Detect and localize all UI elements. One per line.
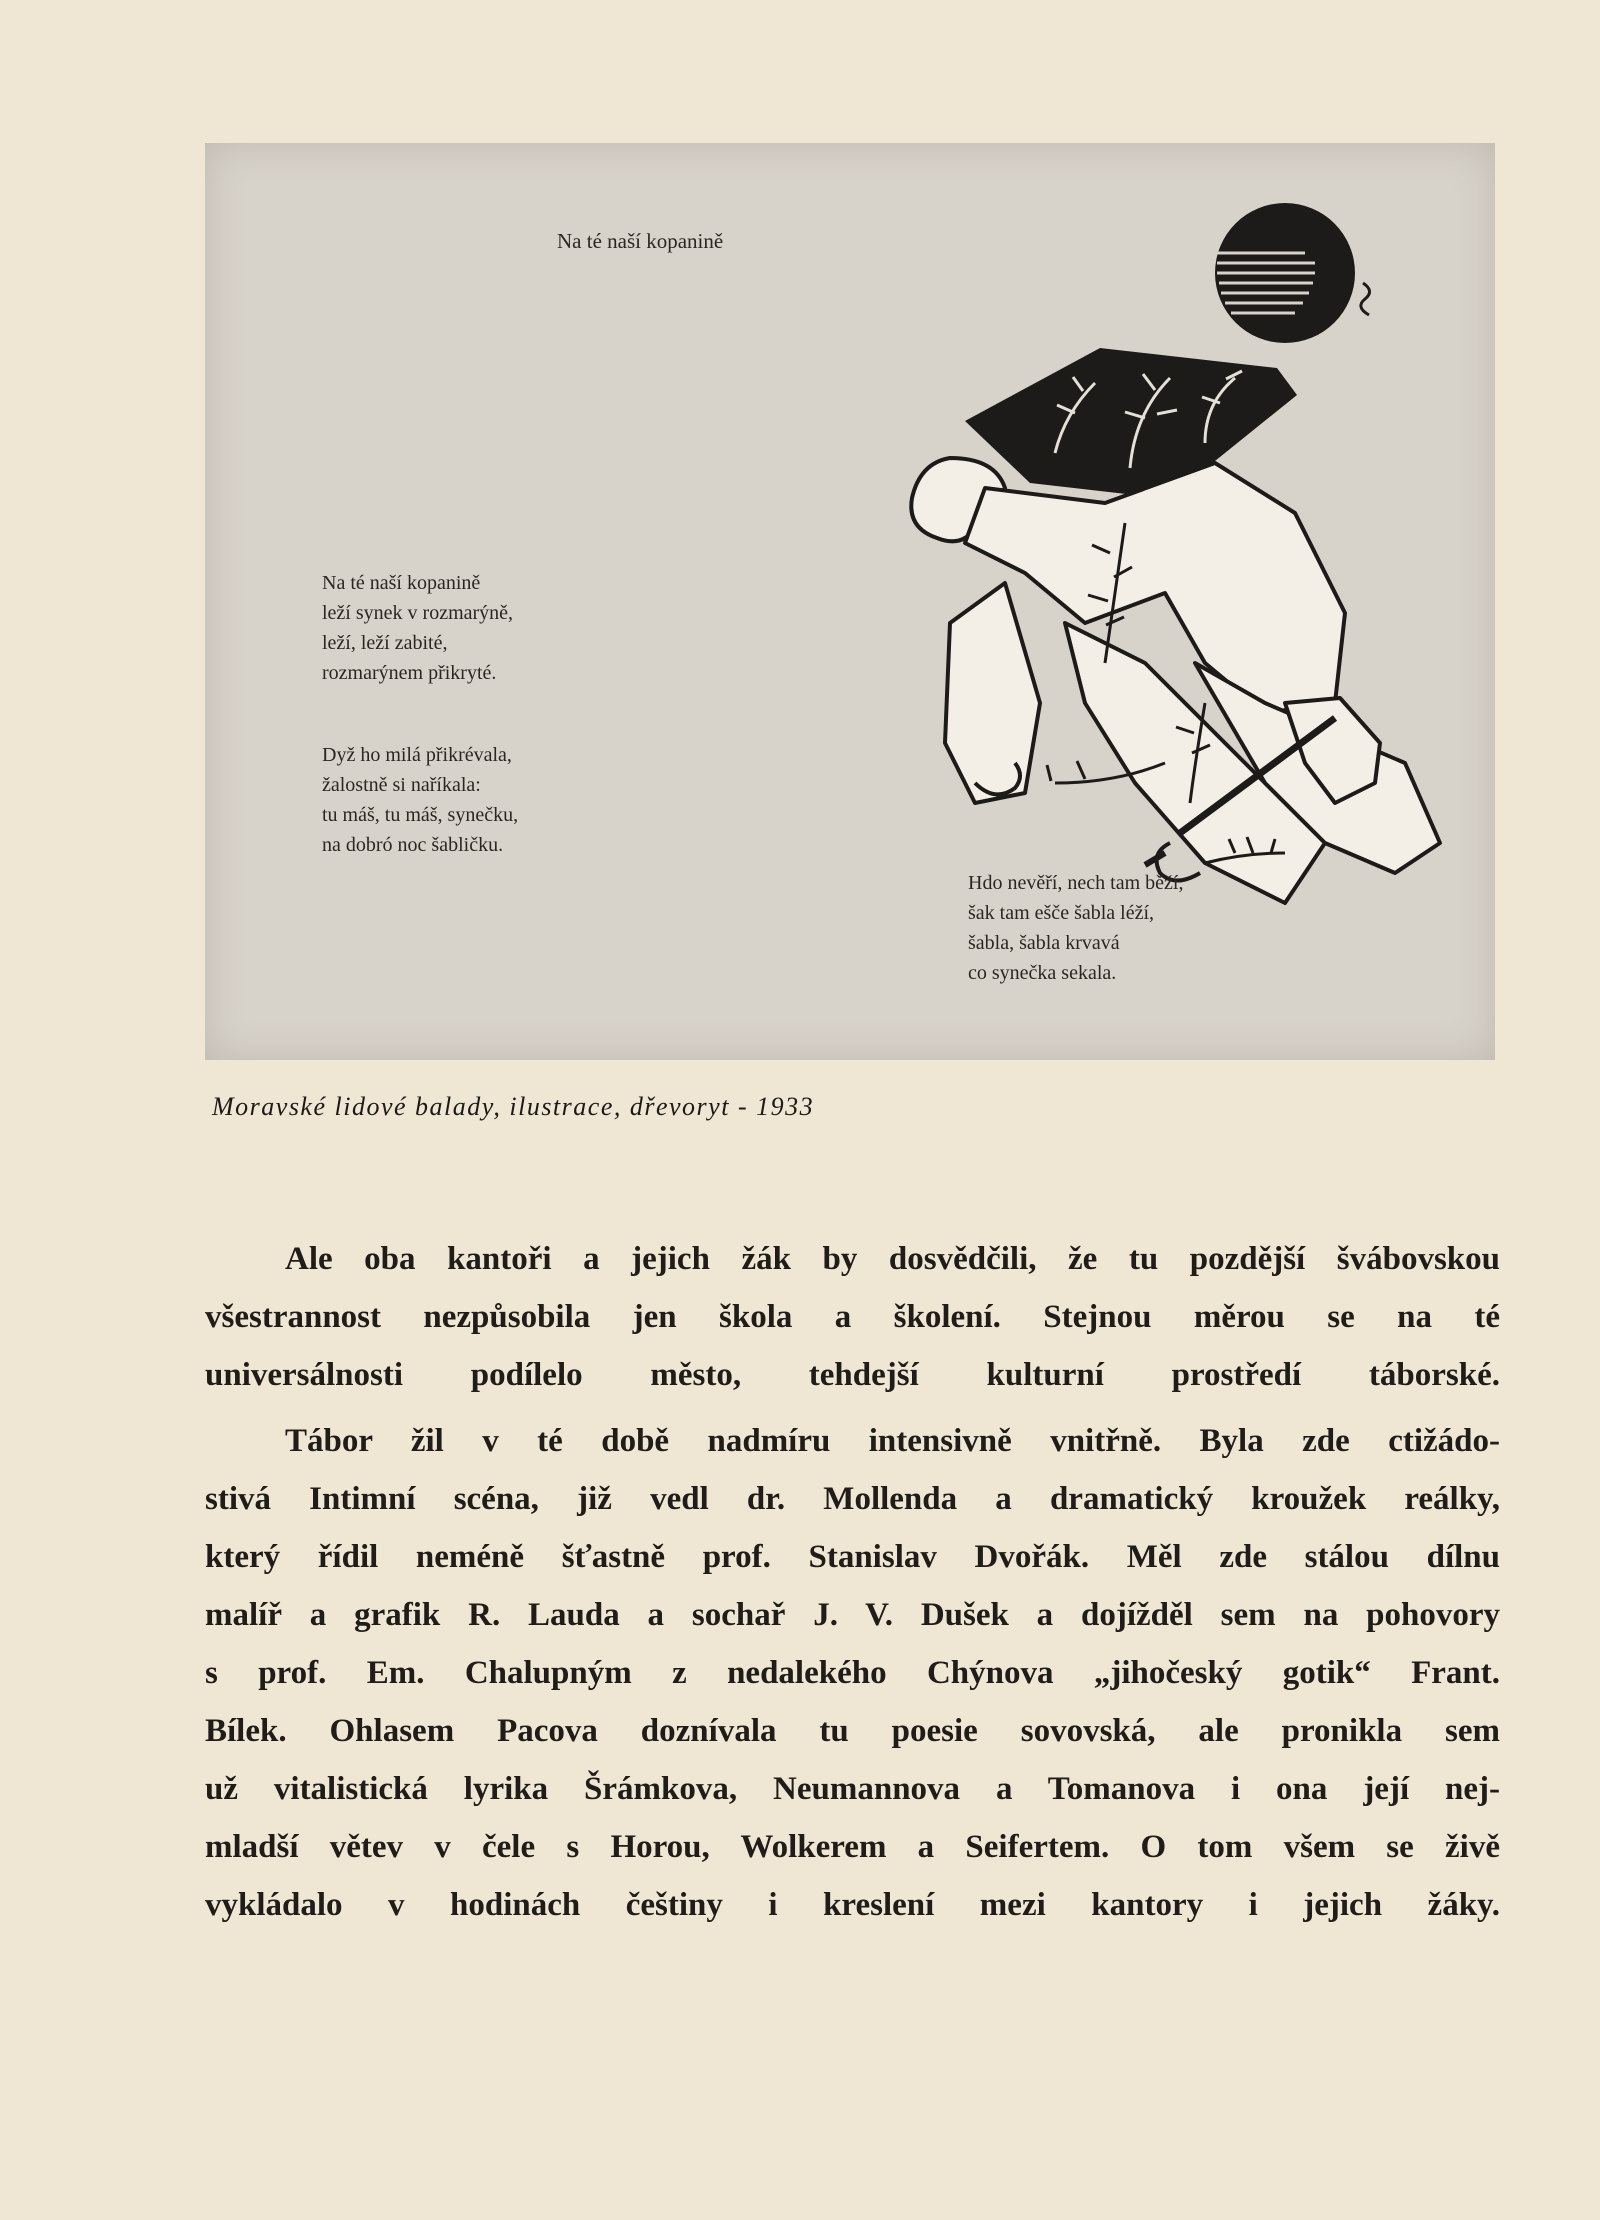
verse-line: Dyž ho milá přikrévala,	[322, 744, 512, 766]
verse-line: leží, leží zabité,	[322, 632, 448, 654]
verse-line: rozmarýnem přikryté.	[322, 662, 497, 684]
text-line: stivá Intimní scéna, již vedl dr. Mollenda a dramatický kroužek reálky,	[205, 1481, 1500, 1517]
figure-caption: Moravské lidové balady, ilustrace, dřevoryt - 1933	[212, 1092, 815, 1121]
verse-line: tu máš, tu máš, synečku,	[322, 804, 519, 826]
verse-line: žalostně si naříkala:	[322, 774, 481, 796]
illustration-plate	[205, 143, 1495, 1060]
verse-line: Na té naší kopanině	[322, 572, 481, 594]
text-line: který řídil neméně šťastně prof. Stanislav Dvořák. Měl zde stálou dílnu	[205, 1539, 1500, 1575]
stanza-3	[968, 868, 1183, 988]
illustration-title: Na té naší kopanině	[557, 229, 724, 253]
verse-line: Hdo nevěří, nech tam běží,	[968, 872, 1184, 894]
stanza-2	[322, 740, 518, 860]
text-line: mladší větev v čele s Horou, Wolkerem a Seifertem. O tom všem se živě	[205, 1829, 1500, 1865]
verse-line: na dobró noc šabličku.	[322, 834, 504, 856]
text-line: universálnosti podílelo město, tehdejší kulturní prostředí táborské.	[205, 1357, 1500, 1393]
text-line: Bílek. Ohlasem Pacova doznívala tu poesie sovovská, ale pronikla sem	[205, 1713, 1500, 1749]
stanza-1	[322, 568, 513, 688]
text-line: už vitalistická lyrika Šrámkova, Neumannova a Tomanova i ona její nej-	[205, 1771, 1500, 1807]
verse-line: šak tam ešče šabla léží,	[968, 902, 1155, 924]
text-line: s prof. Em. Chalupným z nedalekého Chýnova „jihočeský gotik“ Frant.	[205, 1655, 1500, 1691]
verse-line: co synečka sekala.	[968, 962, 1117, 984]
text-line: Tábor žil v té době nadmíru intensivně vnitřně. Byla zde ctižádo-	[285, 1423, 1500, 1459]
paragraph-1	[205, 1230, 1500, 1404]
verse-line: šabla, šabla krvavá	[968, 932, 1120, 954]
moon-icon	[1215, 203, 1370, 343]
text-line: vykládalo v hodinách češtiny i kreslení mezi kantory i jejich žáky.	[205, 1887, 1500, 1923]
text-line: všestrannost nezpůsobila jen škola a školení. Stejnou měrou se na té	[205, 1299, 1500, 1335]
fallen-lad-figure	[911, 458, 1440, 903]
text-line: malíř a grafik R. Lauda a sochař J. V. Dušek a dojížděl sem na pohovory	[205, 1597, 1500, 1633]
embroidered-blanket	[965, 348, 1297, 495]
verse-line: leží synek v rozmarýně,	[322, 602, 514, 624]
body-text	[205, 1230, 1500, 1942]
paragraph-2	[205, 1412, 1500, 1934]
text-line: Ale oba kantoři a jejich žák by dosvědčili, že tu pozdější švábovskou	[285, 1241, 1500, 1277]
